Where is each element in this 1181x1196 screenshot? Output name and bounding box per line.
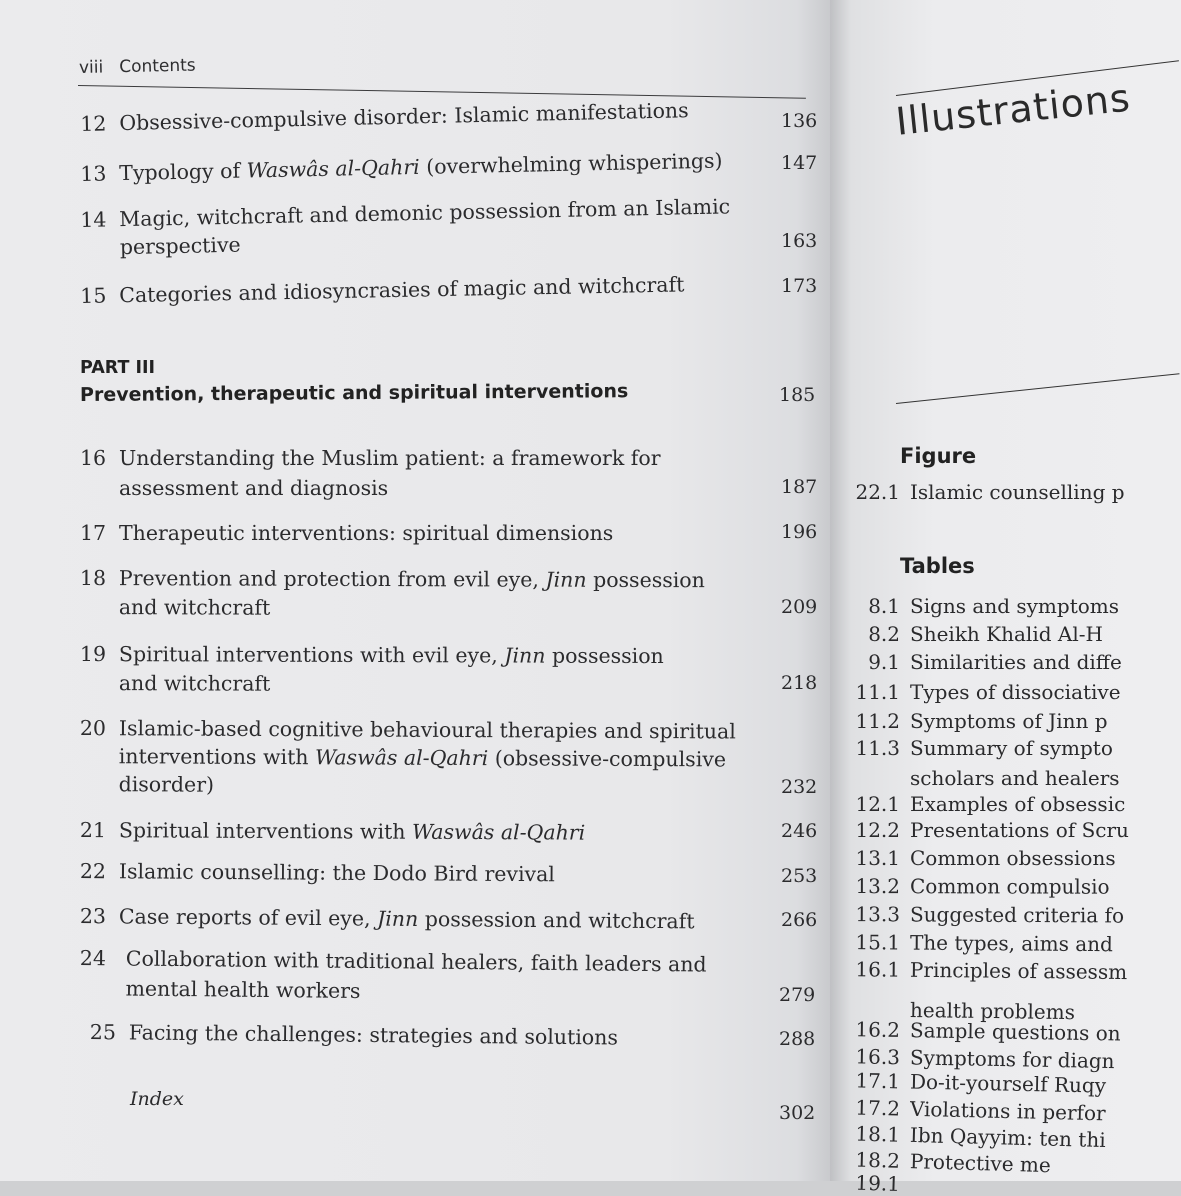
entry-title: Magic, witchcraft and demonic possession from an Islamic <box>119 192 730 234</box>
entry-page-17: 196 <box>781 521 817 543</box>
part-page: 185 <box>779 384 815 406</box>
entry-page-18: 209 <box>781 596 817 618</box>
table-row[interactable] <box>836 1170 911 1196</box>
entry-page-23: 266 <box>781 909 817 931</box>
entry-title <box>119 640 664 671</box>
title-part: (obsessive-compulsive <box>488 746 726 771</box>
title-italic: Waswâs al-Qahri <box>315 745 488 770</box>
table-row[interactable] <box>836 594 1119 618</box>
entry-title <box>119 564 705 595</box>
header-page-roman: viii <box>79 57 104 78</box>
table-number: 9.1 <box>836 650 900 674</box>
entry-title <box>119 816 585 847</box>
table-row[interactable] <box>836 709 1108 733</box>
table-row[interactable] <box>836 766 1120 790</box>
table-title: Similarities and diffe <box>910 650 1122 674</box>
entry-number: 17 <box>80 519 106 548</box>
entry-page-20: 232 <box>781 776 817 798</box>
entry-title-line2: and witchcraft <box>119 593 271 623</box>
table-row[interactable] <box>836 1017 1121 1045</box>
table-number: 18.2 <box>836 1147 901 1173</box>
entry-title-line2: perspective <box>120 231 241 263</box>
title-part: Typology of <box>119 159 247 186</box>
table-number: 18.1 <box>836 1121 901 1147</box>
part-label: PART III <box>80 358 155 378</box>
entry-number: 13 <box>80 159 107 189</box>
entry-number: 25 <box>90 1018 116 1047</box>
entry-title: Obsessive-compulsive disorder: Islamic manifestations <box>119 96 689 138</box>
table-number: 17.2 <box>836 1095 901 1121</box>
figure-number: 22.1 <box>836 480 900 504</box>
entry-number: 16 <box>80 444 106 473</box>
table-title: Do-it-yourself Ruqy <box>910 1070 1107 1098</box>
entry-page-22: 253 <box>781 865 817 887</box>
entry-number: 20 <box>80 714 106 743</box>
table-title: The types, aims and <box>910 931 1113 957</box>
table-title: Sheikh Khalid Al-H <box>910 622 1103 646</box>
table-number: 13.3 <box>836 902 900 926</box>
title-part: Spiritual interventions with <box>119 818 412 844</box>
table-row[interactable] <box>836 957 1127 984</box>
table-title: Principles of assessm <box>910 958 1127 984</box>
table-row[interactable] <box>836 680 1121 704</box>
part-title[interactable]: Prevention, therapeutic and spiritual interventions <box>80 380 628 406</box>
entry-number: 21 <box>80 816 106 845</box>
entry-title-line2: and witchcraft <box>119 669 271 699</box>
title-part: (overwhelming whisperings) <box>419 149 722 179</box>
table-title: Common compulsio <box>910 874 1110 899</box>
index-page: 302 <box>779 1102 815 1124</box>
figure-heading: Figure <box>900 444 976 468</box>
entry-page-12: 136 <box>781 110 817 132</box>
entry-number: 22 <box>80 857 106 886</box>
table-number: 17.1 <box>836 1068 900 1093</box>
figure-title: Islamic counselling p <box>910 480 1125 504</box>
table-row[interactable] <box>836 874 1110 899</box>
title-part: Spiritual interventions with evil eye, <box>119 642 504 667</box>
table-number: 16.2 <box>836 1017 900 1042</box>
index-label[interactable]: Index <box>130 1088 184 1110</box>
table-row[interactable] <box>836 736 1113 760</box>
table-title: scholars and healers <box>910 766 1120 790</box>
title-italic: Jinn <box>377 907 418 931</box>
figure-row[interactable] <box>836 480 1125 504</box>
table-title: Examples of obsessic <box>910 792 1125 816</box>
entry-title-line3: disorder) <box>119 770 215 799</box>
table-title: Protective me <box>910 1149 1051 1177</box>
entry-number: 24 <box>80 944 106 973</box>
entry-title: Therapeutic interventions: spiritual dimensions <box>119 519 613 548</box>
entry-title: Islamic counselling: the Dodo Bird revival <box>119 857 555 889</box>
entry-page-24: 279 <box>779 984 815 1006</box>
title-part: Prevention and protection from evil eye, <box>119 566 546 591</box>
table-number: 8.1 <box>836 594 900 618</box>
table-number: 13.2 <box>836 874 900 898</box>
title-part: possession <box>587 568 705 592</box>
table-row[interactable] <box>836 846 1116 870</box>
entry-number: 14 <box>80 205 107 235</box>
table-title: Violations in perfor <box>910 1097 1106 1126</box>
table-number: 12.1 <box>836 792 900 816</box>
entry-title <box>119 902 695 936</box>
entry-page-21: 246 <box>781 820 817 842</box>
entry-number: 23 <box>80 902 106 931</box>
table-title: Common obsessions <box>910 846 1116 870</box>
entry-title-line2: assessment and diagnosis <box>119 474 388 503</box>
entry-page-15: 173 <box>781 275 817 297</box>
title-italic: Jinn <box>504 643 545 667</box>
entry-page-14: 163 <box>781 230 817 252</box>
entry-page-16: 187 <box>781 476 817 498</box>
title-part: interventions with <box>119 744 315 769</box>
table-number: 11.3 <box>836 736 900 760</box>
table-number: 19.1 <box>836 1170 901 1196</box>
entry-title-line2 <box>119 742 726 774</box>
title-part: Case reports of evil eye, <box>119 904 377 930</box>
table-title: Summary of sympto <box>910 736 1113 760</box>
table-title: Types of dissociative <box>910 680 1121 704</box>
table-title <box>910 1172 911 1196</box>
table-title: Symptoms of Jinn p <box>910 709 1108 733</box>
table-number: 16.1 <box>836 957 900 982</box>
illustrations-title: Illustrations <box>894 75 1133 143</box>
table-title: Sample questions on <box>910 1018 1121 1045</box>
entry-title: Islamic-based cognitive behavioural therapies and spiritual <box>119 714 736 746</box>
title-part: possession <box>545 644 663 668</box>
table-title: Presentations of Scru <box>910 818 1129 842</box>
table-title: health problems <box>910 998 1075 1024</box>
tables-heading: Tables <box>900 554 975 578</box>
table-number: 13.1 <box>836 846 900 870</box>
table-row[interactable] <box>836 650 1122 674</box>
table-title: Ibn Qayyim: ten thi <box>910 1123 1106 1152</box>
table-number: 16.3 <box>836 1044 900 1069</box>
entry-number: 15 <box>80 281 107 310</box>
table-row[interactable] <box>836 818 1129 842</box>
entry-title-line2: mental health workers <box>125 974 360 1005</box>
table-number: 11.1 <box>836 680 900 704</box>
entry-number: 12 <box>80 109 107 139</box>
table-title: Signs and symptoms <box>910 594 1119 618</box>
entry-page-25: 288 <box>779 1028 815 1050</box>
entry-title: Collaboration with traditional healers, faith leaders and <box>126 944 707 979</box>
table-row[interactable] <box>836 930 1113 956</box>
entry-page-19: 218 <box>781 672 817 694</box>
table-row[interactable] <box>836 622 1103 646</box>
table-title: Suggested criteria fo <box>910 902 1124 927</box>
entry-number: 18 <box>80 564 106 593</box>
entry-title: Facing the challenges: strategies and solutions <box>129 1018 618 1052</box>
title-part: possession and witchcraft <box>418 907 694 933</box>
header-title: Contents <box>119 56 196 78</box>
table-number: 11.2 <box>836 709 900 733</box>
table-number: 8.2 <box>836 622 900 646</box>
entry-title: Categories and idiosyncrasies of magic and witchcraft <box>119 270 685 310</box>
table-title: Symptoms for diagn <box>910 1045 1115 1073</box>
title-italic: Jinn <box>545 568 586 592</box>
table-number: 12.2 <box>836 818 900 842</box>
entry-page-13: 147 <box>781 152 817 174</box>
table-row[interactable] <box>836 902 1124 928</box>
entry-number: 19 <box>80 640 106 669</box>
entry-title: Understanding the Muslim patient: a framework for <box>119 444 661 473</box>
table-row[interactable] <box>836 792 1125 816</box>
title-italic: Waswâs al-Qahri <box>246 155 420 183</box>
title-italic: Waswâs al-Qahri <box>412 820 585 845</box>
running-header <box>79 55 212 78</box>
table-number: 15.1 <box>836 930 900 955</box>
